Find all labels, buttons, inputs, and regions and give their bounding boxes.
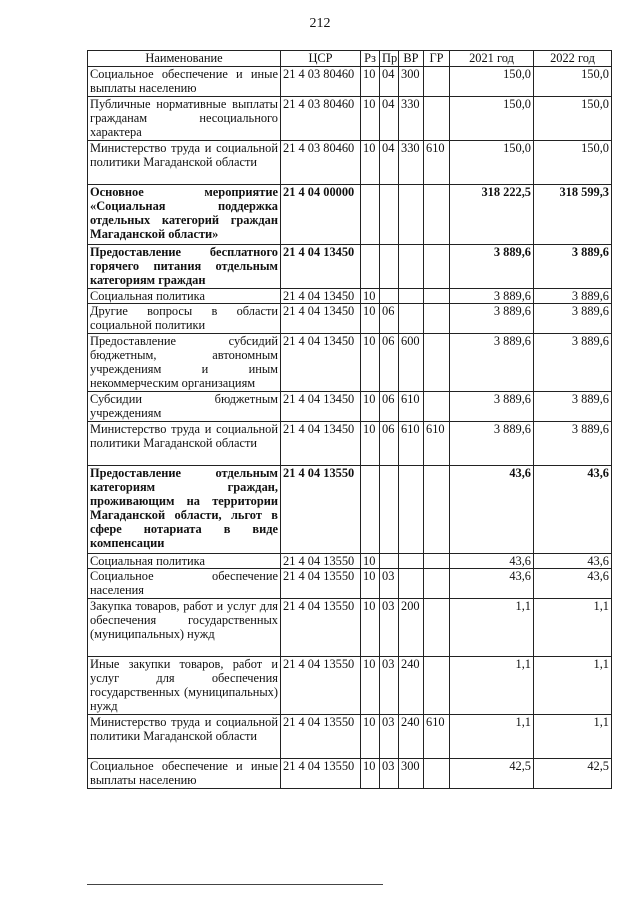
table-body bbox=[88, 67, 612, 789]
row-pr-cell bbox=[380, 185, 399, 245]
row-gr-cell bbox=[424, 67, 450, 97]
header-rz: Рз bbox=[361, 51, 380, 67]
row-2022-cell: 1,1 bbox=[534, 657, 612, 715]
footer-rule bbox=[87, 884, 383, 885]
row-pr-cell: 03 bbox=[380, 759, 399, 789]
row-csr-cell: 21 4 04 13450 bbox=[281, 422, 361, 466]
row-csr-cell: 21 4 03 80460 bbox=[281, 141, 361, 185]
row-2022-cell: 3 889,6 bbox=[534, 245, 612, 289]
table-row bbox=[88, 599, 612, 657]
row-rz-cell: 10 bbox=[361, 334, 380, 392]
row-name-cell: Предоставление бесплатного горячего питания отдельным категориям граждан bbox=[88, 245, 281, 289]
row-rz-cell: 10 bbox=[361, 554, 380, 569]
row-vr-cell bbox=[399, 466, 424, 554]
row-vr-cell: 240 bbox=[399, 715, 424, 759]
row-rz-cell: 10 bbox=[361, 715, 380, 759]
table-row bbox=[88, 245, 612, 289]
row-vr-cell: 610 bbox=[399, 422, 424, 466]
row-name-cell: Социальное обеспечение и иные выплаты населению bbox=[88, 759, 281, 789]
row-name-cell: Публичные нормативные выплаты гражданам несоциального характера bbox=[88, 97, 281, 141]
row-2022-cell: 3 889,6 bbox=[534, 304, 612, 334]
row-vr-cell: 240 bbox=[399, 657, 424, 715]
row-pr-cell bbox=[380, 289, 399, 304]
row-gr-cell bbox=[424, 334, 450, 392]
row-vr-cell bbox=[399, 185, 424, 245]
row-csr-cell: 21 4 03 80460 bbox=[281, 67, 361, 97]
row-vr-cell bbox=[399, 304, 424, 334]
row-csr-cell: 21 4 04 13550 bbox=[281, 569, 361, 599]
row-2021-cell: 1,1 bbox=[450, 715, 534, 759]
row-gr-cell bbox=[424, 569, 450, 599]
row-pr-cell bbox=[380, 466, 399, 554]
table-row bbox=[88, 759, 612, 789]
row-vr-cell: 600 bbox=[399, 334, 424, 392]
row-2022-cell: 3 889,6 bbox=[534, 334, 612, 392]
row-2022-cell: 318 599,3 bbox=[534, 185, 612, 245]
row-csr-cell: 21 4 04 13450 bbox=[281, 289, 361, 304]
row-name-cell: Другие вопросы в области социальной политики bbox=[88, 304, 281, 334]
table-row bbox=[88, 466, 612, 554]
header-2022: 2022 год bbox=[534, 51, 612, 67]
row-vr-cell bbox=[399, 289, 424, 304]
table-header-row bbox=[88, 51, 612, 67]
row-vr-cell bbox=[399, 569, 424, 599]
row-2021-cell: 43,6 bbox=[450, 554, 534, 569]
table-row bbox=[88, 97, 612, 141]
row-name-cell: Министерство труда и социальной политики Магаданской области bbox=[88, 715, 281, 759]
row-gr-cell bbox=[424, 466, 450, 554]
table-row bbox=[88, 657, 612, 715]
row-name-cell: Субсидии бюджетным учреждениям bbox=[88, 392, 281, 422]
table-row bbox=[88, 289, 612, 304]
row-rz-cell: 10 bbox=[361, 759, 380, 789]
row-2022-cell: 43,6 bbox=[534, 466, 612, 554]
row-name-cell: Социальная политика bbox=[88, 289, 281, 304]
row-csr-cell: 21 4 04 13450 bbox=[281, 334, 361, 392]
row-name-cell: Иные закупки товаров, работ и услуг для обеспечения государственных (муниципальных) нужд bbox=[88, 657, 281, 715]
row-2022-cell: 42,5 bbox=[534, 759, 612, 789]
table-row bbox=[88, 392, 612, 422]
row-rz-cell: 10 bbox=[361, 599, 380, 657]
row-csr-cell: 21 4 04 00000 bbox=[281, 185, 361, 245]
row-2021-cell: 150,0 bbox=[450, 67, 534, 97]
row-name-cell: Министерство труда и социальной политики Магаданской области bbox=[88, 422, 281, 466]
row-2021-cell: 3 889,6 bbox=[450, 334, 534, 392]
table-row bbox=[88, 715, 612, 759]
row-pr-cell bbox=[380, 245, 399, 289]
row-2022-cell: 150,0 bbox=[534, 141, 612, 185]
row-2021-cell: 1,1 bbox=[450, 657, 534, 715]
row-gr-cell bbox=[424, 97, 450, 141]
row-csr-cell: 21 4 04 13550 bbox=[281, 759, 361, 789]
row-name-cell: Предоставление отдельным категориям граждан, проживающим на территории Магаданской области, льгот в сфере нотариата в виде компенсации bbox=[88, 466, 281, 554]
row-vr-cell bbox=[399, 245, 424, 289]
row-name-cell: Социальное обеспечение и иные выплаты населению bbox=[88, 67, 281, 97]
row-vr-cell bbox=[399, 554, 424, 569]
row-gr-cell: 610 bbox=[424, 141, 450, 185]
row-vr-cell: 200 bbox=[399, 599, 424, 657]
header-2021: 2021 год bbox=[450, 51, 534, 67]
row-2022-cell: 3 889,6 bbox=[534, 422, 612, 466]
row-pr-cell: 04 bbox=[380, 97, 399, 141]
row-rz-cell: 10 bbox=[361, 97, 380, 141]
row-2022-cell: 43,6 bbox=[534, 554, 612, 569]
row-name-cell: Социальная политика bbox=[88, 554, 281, 569]
table-row bbox=[88, 569, 612, 599]
row-vr-cell: 330 bbox=[399, 97, 424, 141]
row-gr-cell bbox=[424, 304, 450, 334]
row-vr-cell: 330 bbox=[399, 141, 424, 185]
row-gr-cell: 610 bbox=[424, 422, 450, 466]
row-pr-cell: 04 bbox=[380, 141, 399, 185]
table-row bbox=[88, 422, 612, 466]
row-csr-cell: 21 4 04 13550 bbox=[281, 715, 361, 759]
table-row bbox=[88, 185, 612, 245]
row-rz-cell bbox=[361, 185, 380, 245]
header-name: Наименование bbox=[88, 51, 281, 67]
row-name-cell: Закупка товаров, работ и услуг для обеспечения государственных (муниципальных) нужд bbox=[88, 599, 281, 657]
row-rz-cell: 10 bbox=[361, 422, 380, 466]
row-gr-cell bbox=[424, 392, 450, 422]
row-csr-cell: 21 4 04 13550 bbox=[281, 657, 361, 715]
page-number: 212 bbox=[309, 16, 331, 31]
row-name-cell: Социальное обеспечение населения bbox=[88, 569, 281, 599]
row-gr-cell bbox=[424, 759, 450, 789]
row-rz-cell: 10 bbox=[361, 289, 380, 304]
table-row bbox=[88, 304, 612, 334]
row-2021-cell: 43,6 bbox=[450, 569, 534, 599]
row-csr-cell: 21 4 04 13550 bbox=[281, 554, 361, 569]
row-pr-cell: 06 bbox=[380, 422, 399, 466]
row-csr-cell: 21 4 04 13550 bbox=[281, 599, 361, 657]
header-csr: ЦСР bbox=[281, 51, 361, 67]
row-vr-cell: 610 bbox=[399, 392, 424, 422]
header-pr: Пр bbox=[380, 51, 399, 67]
row-2022-cell: 1,1 bbox=[534, 599, 612, 657]
row-2022-cell: 3 889,6 bbox=[534, 289, 612, 304]
row-gr-cell bbox=[424, 599, 450, 657]
row-csr-cell: 21 4 04 13550 bbox=[281, 466, 361, 554]
row-2021-cell: 3 889,6 bbox=[450, 245, 534, 289]
row-2021-cell: 150,0 bbox=[450, 97, 534, 141]
row-pr-cell: 03 bbox=[380, 569, 399, 599]
row-vr-cell: 300 bbox=[399, 67, 424, 97]
row-2021-cell: 3 889,6 bbox=[450, 289, 534, 304]
table-row bbox=[88, 554, 612, 569]
table-row bbox=[88, 141, 612, 185]
row-pr-cell: 06 bbox=[380, 304, 399, 334]
row-rz-cell bbox=[361, 245, 380, 289]
row-2021-cell: 1,1 bbox=[450, 599, 534, 657]
row-2021-cell: 3 889,6 bbox=[450, 392, 534, 422]
row-pr-cell: 06 bbox=[380, 334, 399, 392]
row-csr-cell: 21 4 04 13450 bbox=[281, 304, 361, 334]
row-gr-cell bbox=[424, 554, 450, 569]
row-2022-cell: 1,1 bbox=[534, 715, 612, 759]
row-pr-cell: 03 bbox=[380, 599, 399, 657]
row-vr-cell: 300 bbox=[399, 759, 424, 789]
row-rz-cell: 10 bbox=[361, 304, 380, 334]
row-gr-cell bbox=[424, 185, 450, 245]
row-rz-cell: 10 bbox=[361, 657, 380, 715]
header-gr: ГР bbox=[424, 51, 450, 67]
row-2022-cell: 150,0 bbox=[534, 97, 612, 141]
row-pr-cell: 04 bbox=[380, 67, 399, 97]
row-pr-cell: 03 bbox=[380, 715, 399, 759]
row-name-cell: Министерство труда и социальной политики Магаданской области bbox=[88, 141, 281, 185]
row-rz-cell: 10 bbox=[361, 67, 380, 97]
header-vr: ВР bbox=[399, 51, 424, 67]
row-csr-cell: 21 4 03 80460 bbox=[281, 97, 361, 141]
row-name-cell: Основное мероприятие «Социальная поддержка отдельных категорий граждан Магаданской области» bbox=[88, 185, 281, 245]
row-name-cell: Предоставление субсидий бюджетным, автономным учреждениям и иным некоммерческим организациям bbox=[88, 334, 281, 392]
row-2021-cell: 3 889,6 bbox=[450, 422, 534, 466]
row-rz-cell: 10 bbox=[361, 141, 380, 185]
row-2021-cell: 150,0 bbox=[450, 141, 534, 185]
row-rz-cell: 10 bbox=[361, 569, 380, 599]
row-pr-cell: 06 bbox=[380, 392, 399, 422]
row-2022-cell: 3 889,6 bbox=[534, 392, 612, 422]
table-row bbox=[88, 334, 612, 392]
row-pr-cell: 03 bbox=[380, 657, 399, 715]
row-2021-cell: 42,5 bbox=[450, 759, 534, 789]
row-csr-cell: 21 4 04 13450 bbox=[281, 392, 361, 422]
row-rz-cell bbox=[361, 466, 380, 554]
table-row bbox=[88, 67, 612, 97]
row-2021-cell: 43,6 bbox=[450, 466, 534, 554]
row-gr-cell: 610 bbox=[424, 715, 450, 759]
row-gr-cell bbox=[424, 245, 450, 289]
row-2021-cell: 318 222,5 bbox=[450, 185, 534, 245]
row-gr-cell bbox=[424, 289, 450, 304]
row-2022-cell: 150,0 bbox=[534, 67, 612, 97]
row-2022-cell: 43,6 bbox=[534, 569, 612, 599]
row-pr-cell bbox=[380, 554, 399, 569]
row-rz-cell: 10 bbox=[361, 392, 380, 422]
budget-table bbox=[87, 50, 612, 789]
row-gr-cell bbox=[424, 657, 450, 715]
row-2021-cell: 3 889,6 bbox=[450, 304, 534, 334]
row-csr-cell: 21 4 04 13450 bbox=[281, 245, 361, 289]
